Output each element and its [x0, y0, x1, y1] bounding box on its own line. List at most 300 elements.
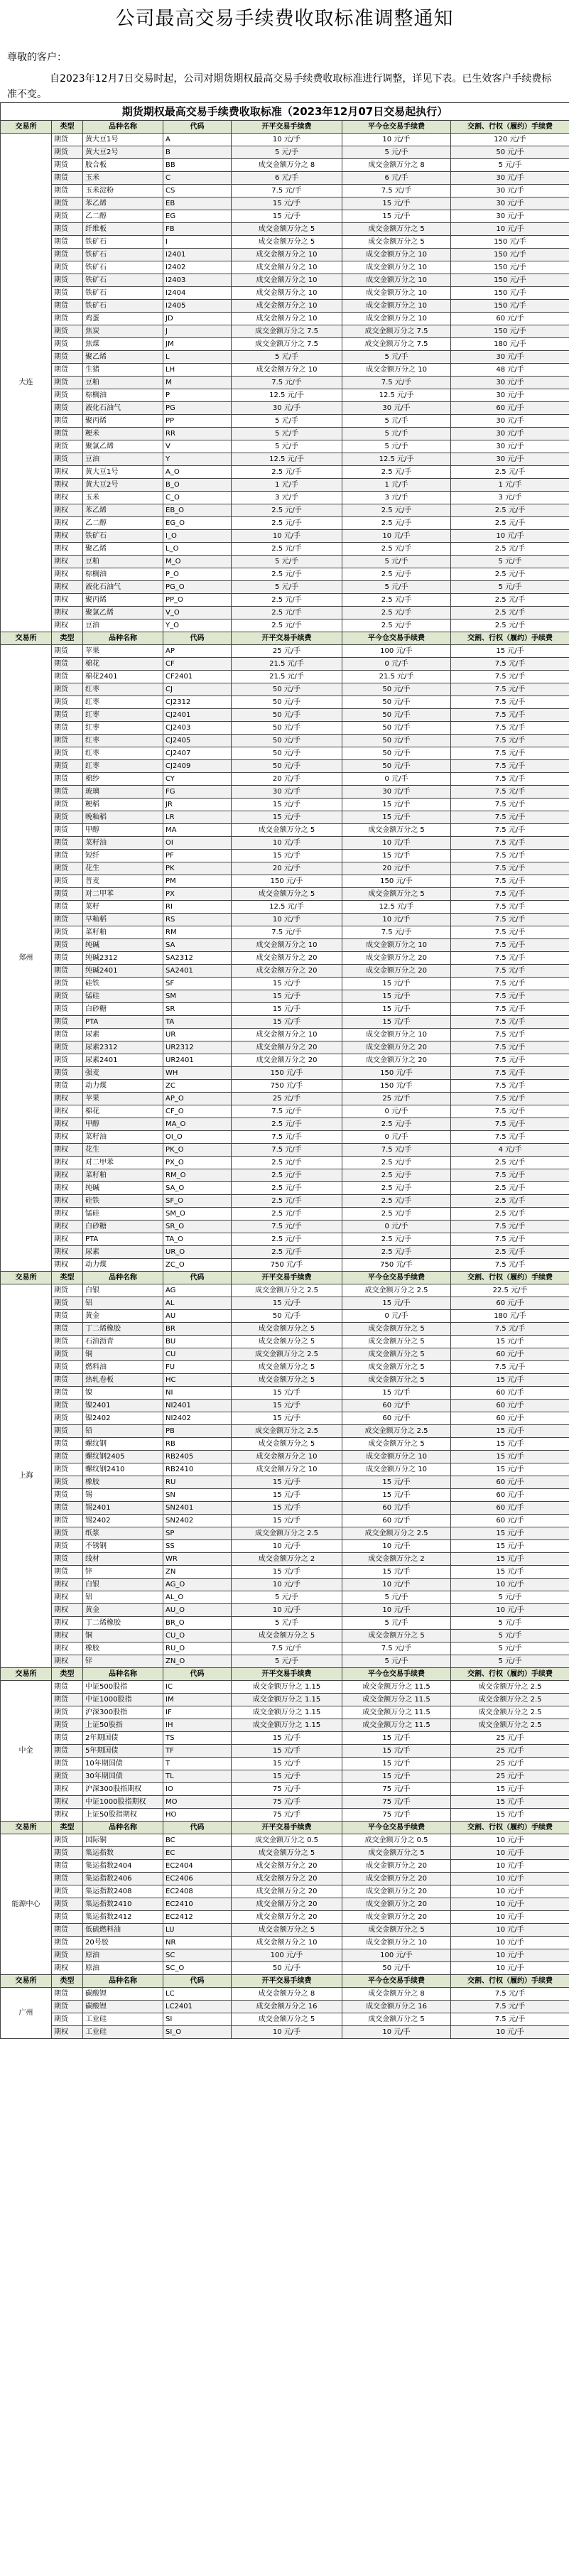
product-cell: 红枣	[83, 760, 163, 773]
close-today-fee-cell: 5 元/手	[342, 1591, 451, 1604]
code-cell: C_O	[163, 492, 232, 504]
type-cell: 期货	[52, 1515, 83, 1527]
close-today-fee-cell: 15 元/手	[342, 1016, 451, 1029]
product-cell: 纯碱2401	[83, 965, 163, 978]
open-close-fee-cell: 成交金额万分之 16	[232, 2001, 342, 2013]
close-today-fee-cell: 5 元/手	[342, 146, 451, 159]
code-cell: SI	[163, 2013, 232, 2026]
close-today-fee-cell: 75 元/手	[342, 1809, 451, 1822]
type-cell: 期货	[52, 1029, 83, 1041]
type-cell: 期货	[52, 1988, 83, 2001]
code-cell: I2401	[163, 249, 232, 261]
close-today-fee-cell: 15 元/手	[342, 978, 451, 990]
type-cell: 期货	[52, 914, 83, 926]
product-cell: 花生	[83, 1144, 163, 1157]
table-row	[1, 1579, 569, 1591]
code-cell: TA_O	[163, 1233, 232, 1246]
open-close-fee-cell: 成交金额万分之 5	[232, 1847, 342, 1860]
delivery-fee-cell: 30 元/手	[451, 197, 569, 210]
product-cell: 动力煤	[83, 1259, 163, 1272]
open-close-fee-cell: 成交金额万分之 5	[232, 824, 342, 837]
product-cell: 菜籽油	[83, 837, 163, 850]
table-row	[1, 134, 569, 146]
column-header: 开平交易手续费	[232, 1272, 342, 1284]
close-today-fee-cell: 15 元/手	[342, 1770, 451, 1783]
open-close-fee-cell: 10 元/手	[232, 837, 342, 850]
code-cell: SN2402	[163, 1515, 232, 1527]
delivery-fee-cell: 7.5 元/手	[451, 939, 569, 952]
code-cell: RB2410	[163, 1463, 232, 1476]
table-row	[1, 1898, 569, 1911]
code-cell: IH	[163, 1719, 232, 1732]
delivery-fee-cell: 30 元/手	[451, 185, 569, 197]
column-header: 交易所	[1, 121, 52, 134]
type-cell: 期货	[52, 1719, 83, 1732]
code-cell: SC_O	[163, 1962, 232, 1975]
product-cell: 中证500股指	[83, 1681, 163, 1694]
open-close-fee-cell: 25 元/手	[232, 1093, 342, 1105]
type-cell: 期货	[52, 313, 83, 325]
type-cell: 期权	[52, 568, 83, 581]
code-cell: M	[163, 377, 232, 389]
close-today-fee-cell: 7.5 元/手	[342, 377, 451, 389]
type-cell: 期权	[52, 1144, 83, 1157]
table-row	[1, 1732, 569, 1745]
open-close-fee-cell: 50 元/手	[232, 735, 342, 747]
delivery-fee-cell: 成交金额万分之 2.5	[451, 1706, 569, 1719]
code-cell: HO	[163, 1809, 232, 1822]
delivery-fee-cell: 30 元/手	[451, 440, 569, 453]
code-cell: SM_O	[163, 1208, 232, 1221]
code-cell: AL	[163, 1297, 232, 1310]
open-close-fee-cell: 5 元/手	[232, 581, 342, 594]
open-close-fee-cell: 15 元/手	[232, 210, 342, 223]
open-close-fee-cell: 成交金额万分之 1.15	[232, 1706, 342, 1719]
delivery-fee-cell: 10 元/手	[451, 1898, 569, 1911]
table-row	[1, 1387, 569, 1400]
close-today-fee-cell: 成交金额万分之 10	[342, 939, 451, 952]
close-today-fee-cell: 成交金额万分之 0.5	[342, 1834, 451, 1847]
close-today-fee-cell: 15 元/手	[342, 210, 451, 223]
column-header: 品种名称	[83, 632, 163, 645]
table-row	[1, 1169, 569, 1182]
product-cell: 白银	[83, 1579, 163, 1591]
open-close-fee-cell: 2.5 元/手	[232, 1182, 342, 1195]
delivery-fee-cell: 150 元/手	[451, 287, 569, 300]
close-today-fee-cell: 0 元/手	[342, 1221, 451, 1233]
open-close-fee-cell: 2.5 元/手	[232, 466, 342, 479]
open-close-fee-cell: 2.5 元/手	[232, 607, 342, 619]
delivery-fee-cell: 10 元/手	[451, 223, 569, 236]
product-cell: 20号胶	[83, 1937, 163, 1949]
code-cell: CF2401	[163, 671, 232, 683]
table-header-row	[1, 1272, 569, 1284]
table-row	[1, 274, 569, 287]
column-header: 平今仓交易手续费	[342, 632, 451, 645]
delivery-fee-cell: 7.5 元/手	[451, 811, 569, 824]
open-close-fee-cell: 成交金额万分之 5	[232, 1438, 342, 1451]
table-row	[1, 1924, 569, 1937]
column-header: 品种名称	[83, 1272, 163, 1284]
open-close-fee-cell: 15 元/手	[232, 1412, 342, 1425]
type-cell: 期货	[52, 1003, 83, 1016]
code-cell: LC2401	[163, 2001, 232, 2013]
close-today-fee-cell: 2.5 元/手	[342, 543, 451, 556]
column-header: 品种名称	[83, 121, 163, 134]
type-cell: 期权	[52, 1105, 83, 1118]
open-close-fee-cell: 12.5 元/手	[232, 389, 342, 402]
delivery-fee-cell: 60 元/手	[451, 1412, 569, 1425]
product-cell: 铁矿石	[83, 287, 163, 300]
product-cell: 胶合板	[83, 159, 163, 172]
delivery-fee-cell: 30 元/手	[451, 428, 569, 440]
code-cell: EC2408	[163, 1885, 232, 1898]
open-close-fee-cell: 15 元/手	[232, 1476, 342, 1489]
type-cell: 期货	[52, 1911, 83, 1924]
table-row	[1, 671, 569, 683]
open-close-fee-cell: 5 元/手	[232, 351, 342, 364]
product-cell: 集运指数2406	[83, 1873, 163, 1885]
table-row	[1, 926, 569, 939]
close-today-fee-cell: 成交金额万分之 7.5	[342, 338, 451, 351]
delivery-fee-cell: 60 元/手	[451, 1348, 569, 1361]
type-cell: 期货	[52, 1412, 83, 1425]
product-cell: 铁矿石	[83, 249, 163, 261]
code-cell: RM	[163, 926, 232, 939]
code-cell: RI	[163, 901, 232, 914]
table-row	[1, 1745, 569, 1758]
code-cell: LH	[163, 364, 232, 377]
table-row	[1, 479, 569, 492]
type-cell: 期货	[52, 197, 83, 210]
table-row	[1, 440, 569, 453]
product-cell: 集运指数2408	[83, 1885, 163, 1898]
open-close-fee-cell: 15 元/手	[232, 990, 342, 1003]
code-cell: A_O	[163, 466, 232, 479]
delivery-fee-cell: 30 元/手	[451, 172, 569, 185]
product-cell: 丁二烯橡胶	[83, 1617, 163, 1630]
code-cell: OI_O	[163, 1131, 232, 1144]
open-close-fee-cell: 5 元/手	[232, 1617, 342, 1630]
table-row	[1, 364, 569, 377]
table-row	[1, 1144, 569, 1157]
type-cell: 期权	[52, 530, 83, 543]
table-row	[1, 709, 569, 722]
type-cell: 期货	[52, 1284, 83, 1297]
code-cell: Y	[163, 453, 232, 466]
table-row	[1, 1796, 569, 1809]
product-cell: 玻璃	[83, 786, 163, 799]
product-cell: 尿素	[83, 1029, 163, 1041]
code-cell: CJ2401	[163, 709, 232, 722]
type-cell: 期货	[52, 172, 83, 185]
open-close-fee-cell: 30 元/手	[232, 402, 342, 415]
delivery-fee-cell: 2.5 元/手	[451, 466, 569, 479]
delivery-fee-cell: 150 元/手	[451, 300, 569, 313]
code-cell: I	[163, 236, 232, 249]
delivery-fee-cell: 10 元/手	[451, 1937, 569, 1949]
column-header: 交割、行权（履约）手续费	[451, 1272, 569, 1284]
product-cell: 粳稻	[83, 799, 163, 811]
table-header-row	[1, 1975, 569, 1988]
close-today-fee-cell: 5 元/手	[342, 581, 451, 594]
type-cell: 期货	[52, 1451, 83, 1463]
table-row	[1, 313, 569, 325]
product-cell: 豆粕	[83, 377, 163, 389]
delivery-fee-cell: 15 元/手	[451, 1425, 569, 1438]
table-row	[1, 1400, 569, 1412]
open-close-fee-cell: 5 元/手	[232, 556, 342, 568]
delivery-fee-cell: 150 元/手	[451, 236, 569, 249]
delivery-fee-cell: 5 元/手	[451, 556, 569, 568]
open-close-fee-cell: 成交金额万分之 5	[232, 1924, 342, 1937]
type-cell: 期货	[52, 747, 83, 760]
code-cell: SI_O	[163, 2026, 232, 2039]
delivery-fee-cell: 7.5 元/手	[451, 773, 569, 786]
type-cell: 期货	[52, 990, 83, 1003]
open-close-fee-cell: 15 元/手	[232, 1515, 342, 1527]
product-cell: 硅铁	[83, 1195, 163, 1208]
code-cell: CJ	[163, 683, 232, 696]
delivery-fee-cell: 7.5 元/手	[451, 888, 569, 901]
close-today-fee-cell: 50 元/手	[342, 760, 451, 773]
column-header: 代码	[163, 632, 232, 645]
product-cell: 不锈钢	[83, 1540, 163, 1553]
type-cell: 期货	[52, 1502, 83, 1515]
code-cell: PB	[163, 1425, 232, 1438]
code-cell: T	[163, 1758, 232, 1770]
close-today-fee-cell: 30 元/手	[342, 402, 451, 415]
product-cell: 甲醇	[83, 1118, 163, 1131]
column-header: 开平交易手续费	[232, 1975, 342, 1988]
type-cell: 期货	[52, 134, 83, 146]
product-cell: 螺纹钢2410	[83, 1463, 163, 1476]
code-cell: WH	[163, 1067, 232, 1080]
product-cell: 集运指数2404	[83, 1860, 163, 1873]
product-cell: 红枣	[83, 683, 163, 696]
column-header: 交割、行权（履约）手续费	[451, 1975, 569, 1988]
close-today-fee-cell: 5 元/手	[342, 428, 451, 440]
table-row	[1, 990, 569, 1003]
type-cell: 期货	[52, 1949, 83, 1962]
delivery-fee-cell: 7.5 元/手	[451, 799, 569, 811]
open-close-fee-cell: 成交金额万分之 0.5	[232, 1834, 342, 1847]
delivery-fee-cell: 2.5 元/手	[451, 1208, 569, 1221]
delivery-fee-cell: 15 元/手	[451, 1463, 569, 1476]
code-cell: I2404	[163, 287, 232, 300]
delivery-fee-cell: 2.5 元/手	[451, 594, 569, 607]
product-cell: 纤维板	[83, 223, 163, 236]
open-close-fee-cell: 成交金额万分之 8	[232, 159, 342, 172]
type-cell: 期货	[52, 799, 83, 811]
delivery-fee-cell: 7.5 元/手	[451, 1029, 569, 1041]
open-close-fee-cell: 15 元/手	[232, 1566, 342, 1579]
open-close-fee-cell: 750 元/手	[232, 1080, 342, 1093]
delivery-fee-cell: 7.5 元/手	[451, 760, 569, 773]
table-row	[1, 2001, 569, 2013]
type-cell: 期货	[52, 402, 83, 415]
type-cell: 期货	[52, 952, 83, 965]
delivery-fee-cell: 7.5 元/手	[451, 1259, 569, 1272]
type-cell: 期货	[52, 159, 83, 172]
open-close-fee-cell: 10 元/手	[232, 1579, 342, 1591]
code-cell: AP	[163, 645, 232, 658]
product-cell: PTA	[83, 1016, 163, 1029]
close-today-fee-cell: 2.5 元/手	[342, 466, 451, 479]
close-today-fee-cell: 15 元/手	[342, 1003, 451, 1016]
table-row	[1, 1655, 569, 1668]
table-row	[1, 325, 569, 338]
type-cell: 期货	[52, 811, 83, 824]
close-today-fee-cell: 成交金额万分之 10	[342, 261, 451, 274]
open-close-fee-cell: 10 元/手	[232, 1604, 342, 1617]
code-cell: Y_O	[163, 619, 232, 632]
table-row	[1, 1105, 569, 1118]
close-today-fee-cell: 60 元/手	[342, 1400, 451, 1412]
product-cell: 锡2402	[83, 1515, 163, 1527]
product-cell: 豆粕	[83, 556, 163, 568]
code-cell: AG	[163, 1284, 232, 1297]
type-cell: 期货	[52, 978, 83, 990]
open-close-fee-cell: 12.5 元/手	[232, 453, 342, 466]
open-close-fee-cell: 成交金额万分之 20	[232, 1911, 342, 1924]
delivery-fee-cell: 180 元/手	[451, 1310, 569, 1323]
close-today-fee-cell: 100 元/手	[342, 645, 451, 658]
open-close-fee-cell: 2.5 元/手	[232, 1157, 342, 1169]
code-cell: TL	[163, 1770, 232, 1783]
table-row	[1, 1221, 569, 1233]
code-cell: RB2405	[163, 1451, 232, 1463]
product-cell: 燃料油	[83, 1361, 163, 1374]
close-today-fee-cell: 15 元/手	[342, 1745, 451, 1758]
code-cell: TS	[163, 1732, 232, 1745]
type-cell: 期货	[52, 773, 83, 786]
open-close-fee-cell: 75 元/手	[232, 1796, 342, 1809]
close-today-fee-cell: 成交金额万分之 20	[342, 1041, 451, 1054]
type-cell: 期货	[52, 1080, 83, 1093]
open-close-fee-cell: 7.5 元/手	[232, 1131, 342, 1144]
code-cell: JD	[163, 313, 232, 325]
product-cell: 黄大豆2号	[83, 479, 163, 492]
code-cell: ZN	[163, 1566, 232, 1579]
product-cell: 液化石油气	[83, 581, 163, 594]
column-header: 开平交易手续费	[232, 121, 342, 134]
delivery-fee-cell: 15 元/手	[451, 1336, 569, 1348]
product-cell: 热轧卷板	[83, 1374, 163, 1387]
table-row	[1, 1758, 569, 1770]
close-today-fee-cell: 7.5 元/手	[342, 1144, 451, 1157]
code-cell: I_O	[163, 530, 232, 543]
type-cell: 期权	[52, 581, 83, 594]
table-row	[1, 415, 569, 428]
open-close-fee-cell: 50 元/手	[232, 747, 342, 760]
close-today-fee-cell: 50 元/手	[342, 1962, 451, 1975]
type-cell: 期权	[52, 1617, 83, 1630]
product-cell: 豆油	[83, 453, 163, 466]
open-close-fee-cell: 15 元/手	[232, 799, 342, 811]
code-cell: TA	[163, 1016, 232, 1029]
product-cell: 乙二醇	[83, 210, 163, 223]
delivery-fee-cell: 7.5 元/手	[451, 1093, 569, 1105]
type-cell: 期货	[52, 146, 83, 159]
table-row	[1, 1553, 569, 1566]
open-close-fee-cell: 成交金额万分之 8	[232, 1988, 342, 2001]
close-today-fee-cell: 成交金额万分之 5	[342, 1348, 451, 1361]
table-row	[1, 1719, 569, 1732]
open-close-fee-cell: 2.5 元/手	[232, 543, 342, 556]
close-today-fee-cell: 0 元/手	[342, 1105, 451, 1118]
exchange-cell: 上海	[1, 1284, 52, 1668]
open-close-fee-cell: 2.5 元/手	[232, 1246, 342, 1259]
delivery-fee-cell: 5 元/手	[451, 1643, 569, 1655]
code-cell: LR	[163, 811, 232, 824]
table-row	[1, 556, 569, 568]
code-cell: PF	[163, 850, 232, 862]
code-cell: SR	[163, 1003, 232, 1016]
column-header: 类型	[52, 1668, 83, 1681]
table-row	[1, 1348, 569, 1361]
open-close-fee-cell: 10 元/手	[232, 134, 342, 146]
column-header: 平今仓交易手续费	[342, 121, 451, 134]
close-today-fee-cell: 25 元/手	[342, 1093, 451, 1105]
type-cell: 期货	[52, 453, 83, 466]
table-row	[1, 581, 569, 594]
table-row	[1, 952, 569, 965]
delivery-fee-cell: 150 元/手	[451, 261, 569, 274]
delivery-fee-cell: 3 元/手	[451, 492, 569, 504]
table-row	[1, 1630, 569, 1643]
type-cell: 期权	[52, 1246, 83, 1259]
close-today-fee-cell: 10 元/手	[342, 1579, 451, 1591]
table-row	[1, 1297, 569, 1310]
close-today-fee-cell: 成交金额万分之 5	[342, 2013, 451, 2026]
code-cell: IC	[163, 1681, 232, 1694]
type-cell: 期货	[52, 1745, 83, 1758]
product-cell: 黄大豆2号	[83, 146, 163, 159]
close-today-fee-cell: 成交金额万分之 5	[342, 223, 451, 236]
close-today-fee-cell: 成交金额万分之 20	[342, 1911, 451, 1924]
table-row	[1, 1566, 569, 1579]
table-row	[1, 1259, 569, 1272]
delivery-fee-cell: 7.5 元/手	[451, 1988, 569, 2001]
type-cell: 期货	[52, 1463, 83, 1476]
type-cell: 期货	[52, 1681, 83, 1694]
open-close-fee-cell: 成交金额万分之 5	[232, 1361, 342, 1374]
table-row	[1, 1489, 569, 1502]
table-row	[1, 1949, 569, 1962]
open-close-fee-cell: 2.5 元/手	[232, 619, 342, 632]
table-row	[1, 1118, 569, 1131]
close-today-fee-cell: 成交金额万分之 2.5	[342, 1425, 451, 1438]
table-row	[1, 389, 569, 402]
type-cell: 期货	[52, 824, 83, 837]
code-cell: RS	[163, 914, 232, 926]
code-cell: B_O	[163, 479, 232, 492]
type-cell: 期货	[52, 1885, 83, 1898]
delivery-fee-cell: 2.5 元/手	[451, 1182, 569, 1195]
column-header: 品种名称	[83, 1822, 163, 1834]
table-row	[1, 837, 569, 850]
product-cell: 棕榈油	[83, 568, 163, 581]
open-close-fee-cell: 7.5 元/手	[232, 1105, 342, 1118]
table-header-row	[1, 1668, 569, 1681]
delivery-fee-cell: 60 元/手	[451, 1297, 569, 1310]
product-cell: 10年期国债	[83, 1758, 163, 1770]
open-close-fee-cell: 成交金额万分之 5	[232, 888, 342, 901]
product-cell: 铜	[83, 1348, 163, 1361]
open-close-fee-cell: 15 元/手	[232, 1387, 342, 1400]
product-cell: 螺纹钢2405	[83, 1451, 163, 1463]
